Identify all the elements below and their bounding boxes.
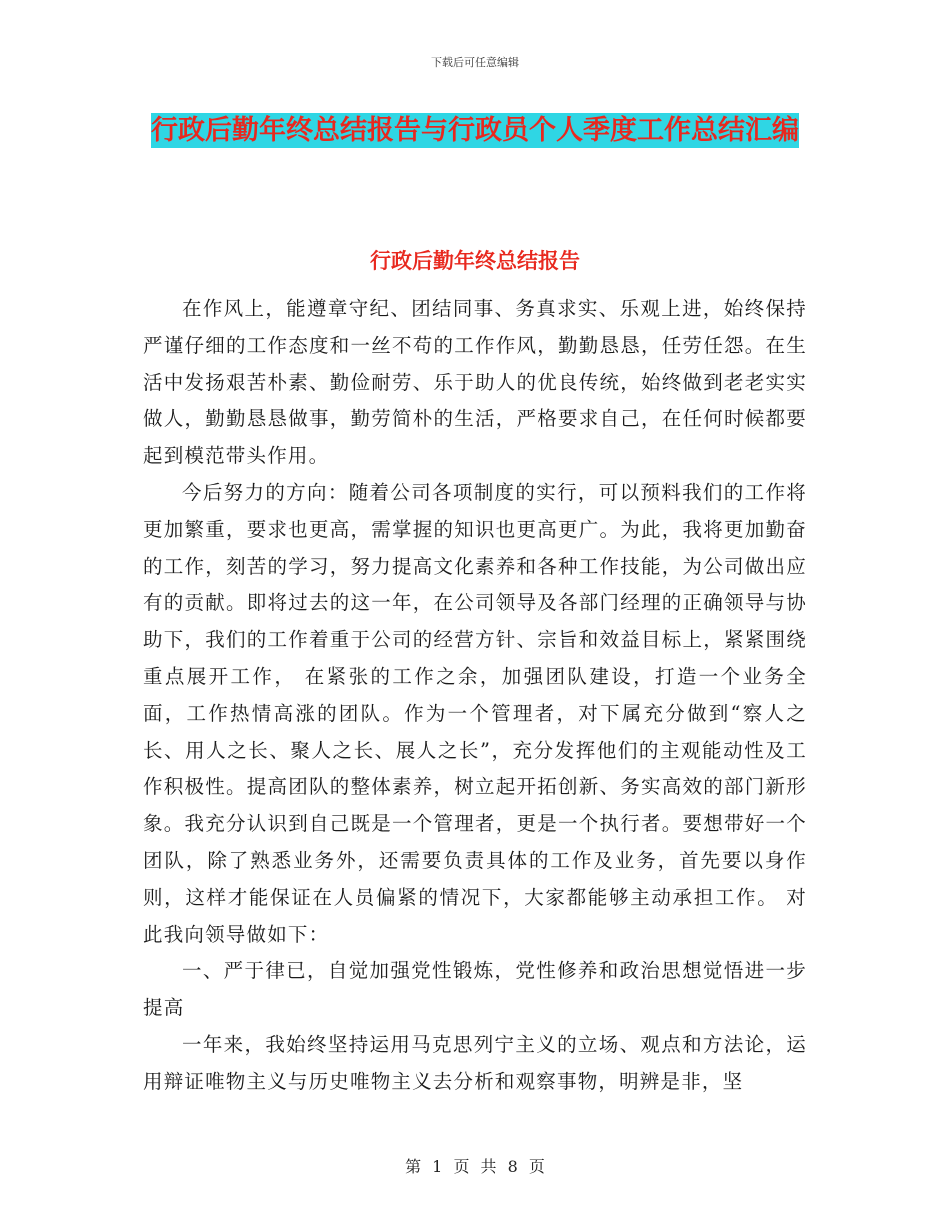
- page-number: 第 1 页 共 8 页: [405, 1157, 545, 1176]
- paragraph: 一年来，我始终坚持运用马克思列宁主义的立场、观点和方法论，运用辩证唯物主义与历史唯物主义去分析和观察事物，明辨是非，坚: [143, 1032, 807, 1093]
- paragraph: 今后努力的方向：随着公司各项制度的实行，可以预料我们的工作将更加繁重，要求也更高，需掌握的知识也更高更广。为此，我将更加勤奋的工作，刻苦的学习，努力提高文化素养和各种工作技能，为公司做出应有的贡献。即将过去的这一年，在公司领导及各部门经理的正确领导与协助下，我们的工作着重于公司的经营方针、宗旨和效益目标上，紧紧围绕重点展开工作， 在紧张的工作之余，加强团队建设，打造一个业务全面，工作热情高涨的团队。作为一个管理者，对下属充分做到“察人之长、用人之长、聚人之长、展人之长”，充分发挥他们的主观能动性及工作积极性。提高团队的整体素养，树立起开拓创新、务实高效的部门新形象。我充分认识到自己既是一个管理者，更是一个执行者。要想带好一个团队，除了熟悉业务外，还需要负责具体的工作及业务，首先要以身作则，这样才能保证在人员偏紧的情况下，大家都能够主动承担工作。 对此我向领导做如下：: [143, 480, 807, 946]
- paragraph: 一、严于律已，自觉加强党性锻炼，党性修养和政治思想觉悟进一步提高: [143, 959, 807, 1020]
- document-body: [143, 291, 807, 1101]
- paragraph: 在作风上，能遵章守纪、团结同事、务真求实、乐观上进，始终保持严谨仔细的工作态度和一丝不苟的工作作风，勤勤恳恳，任劳任怨。在生活中发扬艰苦朴素、勤俭耐劳、乐于助人的优良传统，始终做到老老实实做人，勤勤恳恳做事，勤劳简朴的生活，严格要求自己，在任何时候都要起到模范带头作用。: [143, 297, 807, 468]
- document-title-text: 行政后勤年终总结报告与行政员个人季度工作总结汇编: [151, 115, 799, 146]
- header-note: 下载后可任意编辑: [431, 56, 519, 69]
- document-title: [142, 108, 808, 154]
- section-title: 行政后勤年终总结报告: [370, 249, 580, 273]
